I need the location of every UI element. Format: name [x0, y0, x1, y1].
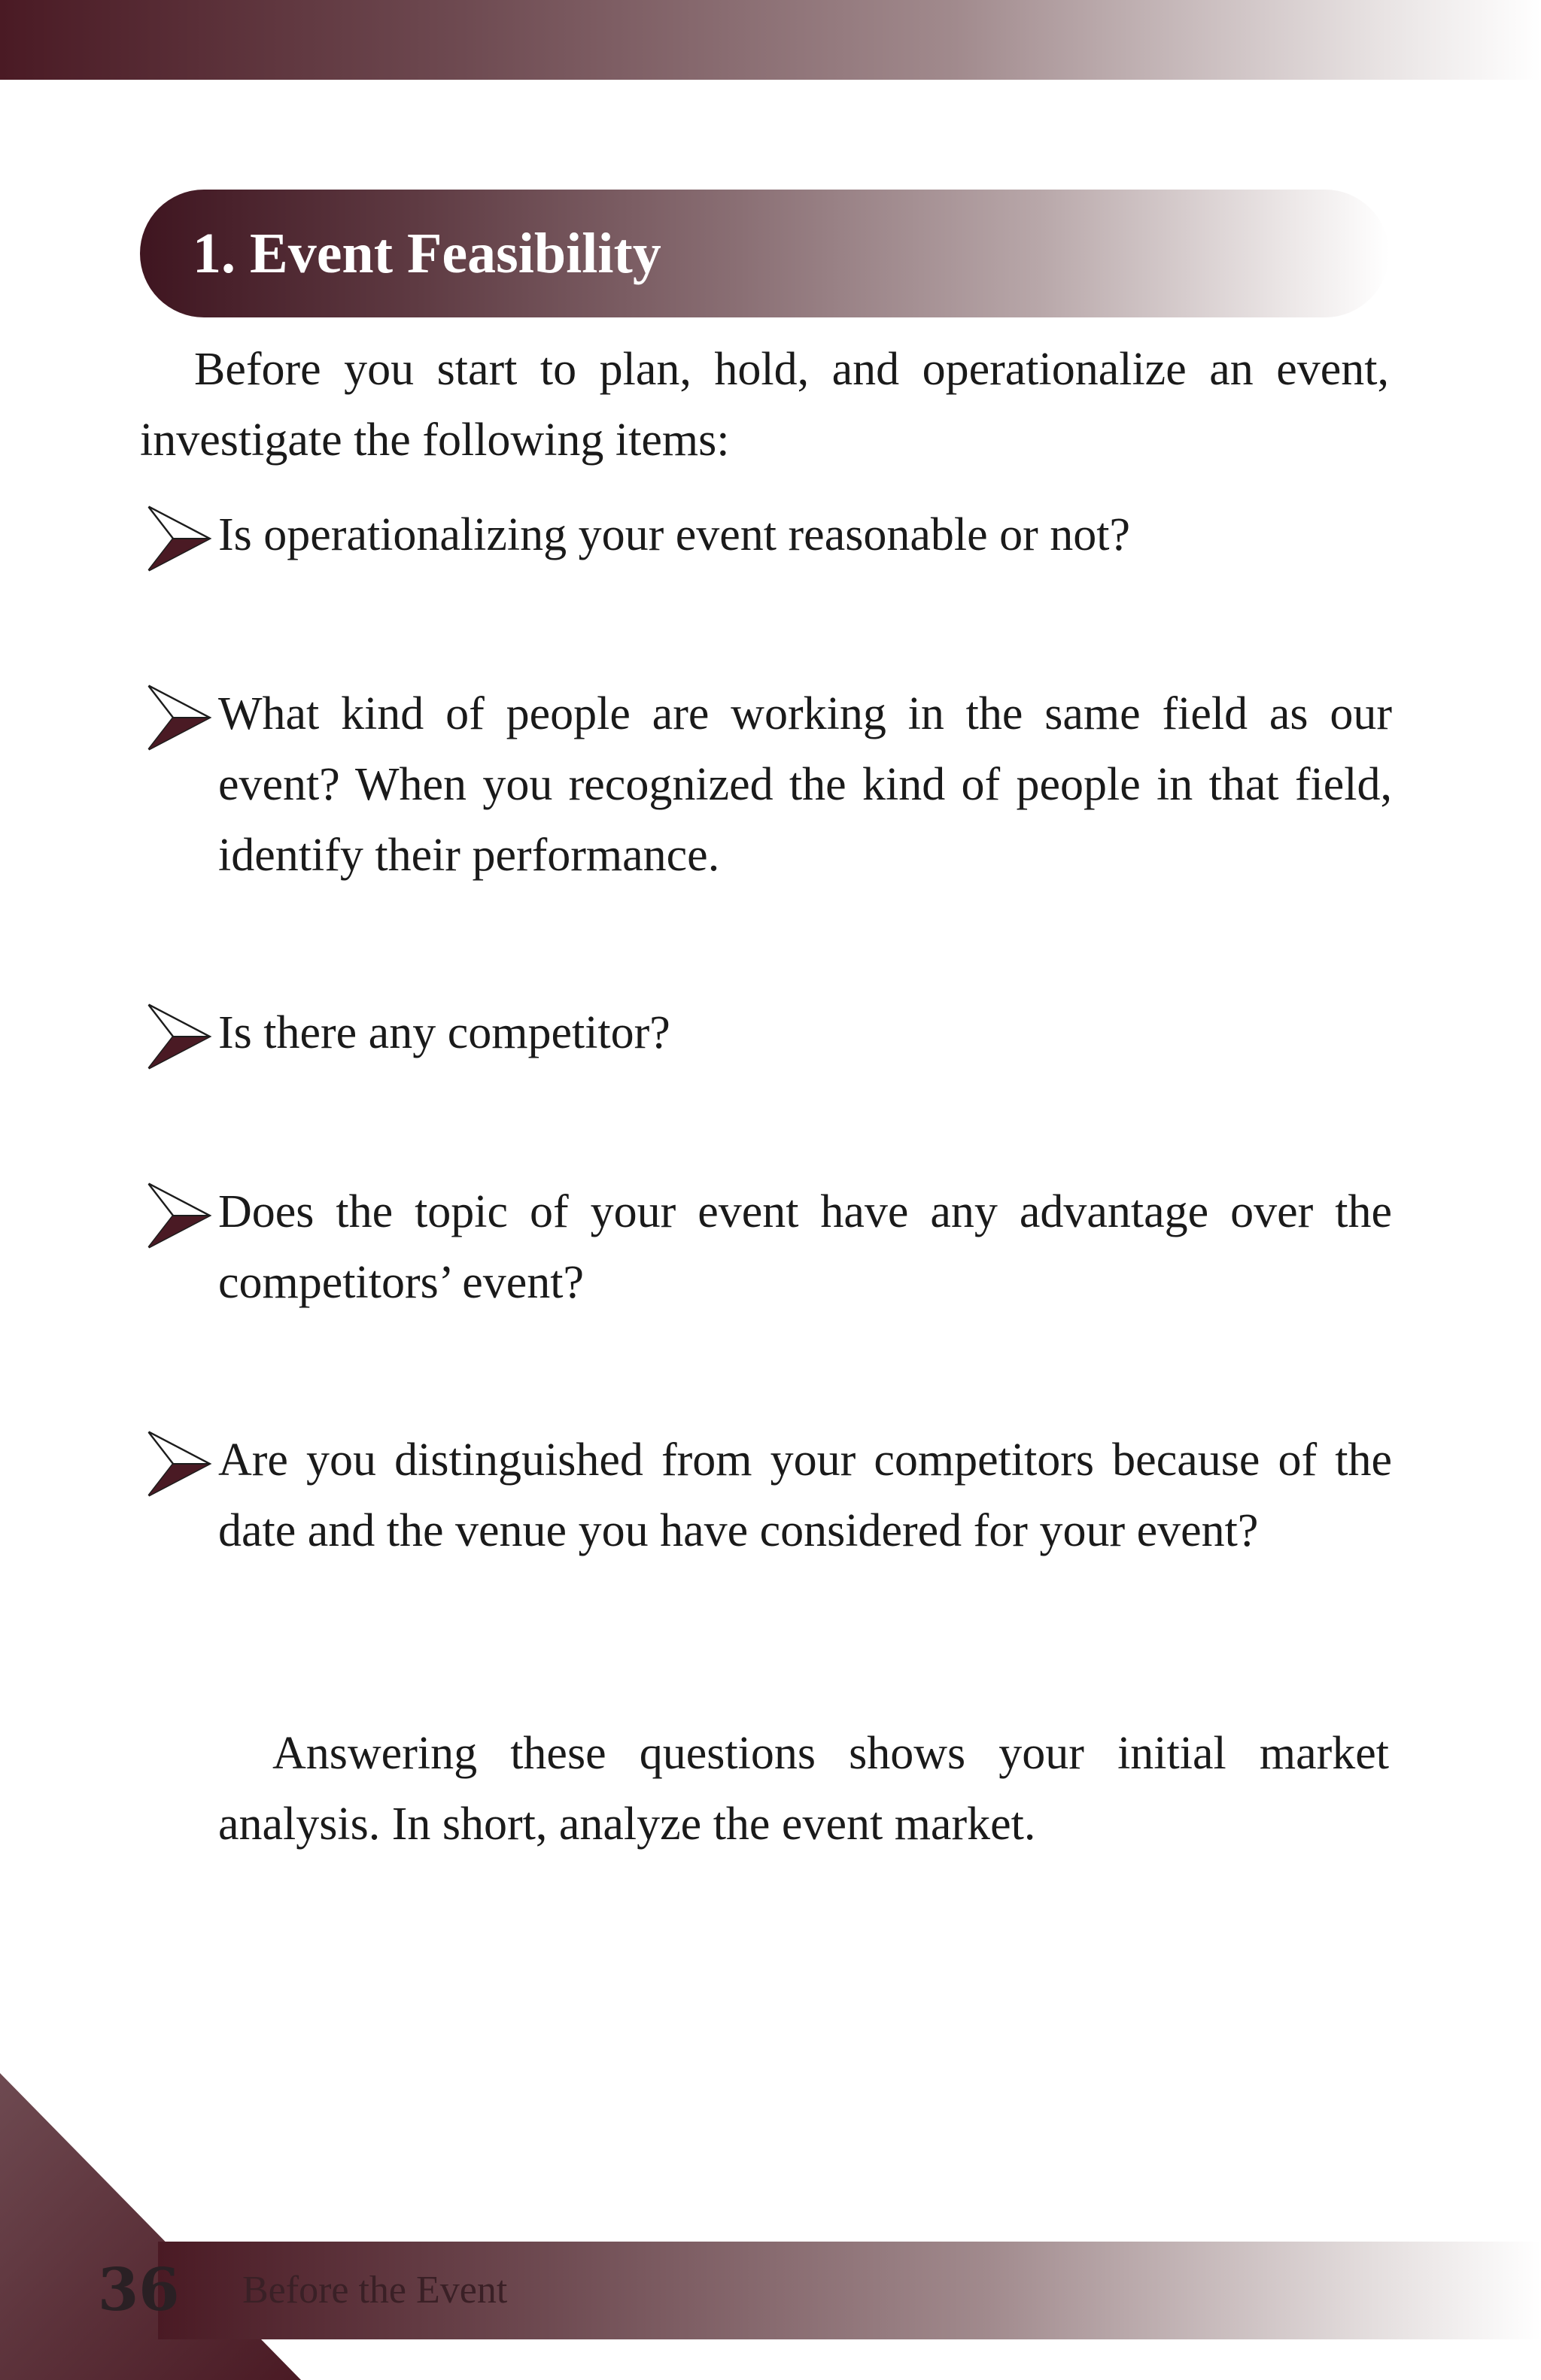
arrow-bullet-icon	[143, 502, 215, 575]
list-item-text: Does the topic of your event have any advantage over the competitors’ event?	[218, 1186, 1392, 1308]
section-heading: 1. Event Feasibility	[193, 222, 661, 285]
arrow-bullet-icon	[143, 1428, 215, 1500]
list-item-text: Is there any competitor?	[218, 1007, 670, 1058]
top-decorative-bar	[0, 0, 1541, 80]
arrow-bullet-icon	[143, 1179, 215, 1252]
intro-paragraph: Before you start to plan, hold, and operationalize an event, investigate the following items:	[140, 344, 1389, 466]
conclusion-paragraph: Answering these questions shows your initial market analysis. In short, analyze the event market.	[218, 1728, 1389, 1850]
list-item-text: What kind of people are working in the same field as our event? When you recognized the kind of people in that field, identify their performance.	[218, 688, 1392, 881]
page-number: 36	[98, 2256, 180, 2324]
section-heading-banner	[140, 190, 1389, 317]
arrow-bullet-icon	[143, 1000, 215, 1073]
arrow-bullet-icon	[143, 682, 215, 754]
list-item-text: Are you distinguished from your competitors because of the date and the venue you have considered for your event?	[218, 1434, 1392, 1556]
list-item-text: Is operationalizing your event reasonable or not?	[218, 509, 1130, 560]
running-title: Before the Event	[242, 2269, 508, 2312]
